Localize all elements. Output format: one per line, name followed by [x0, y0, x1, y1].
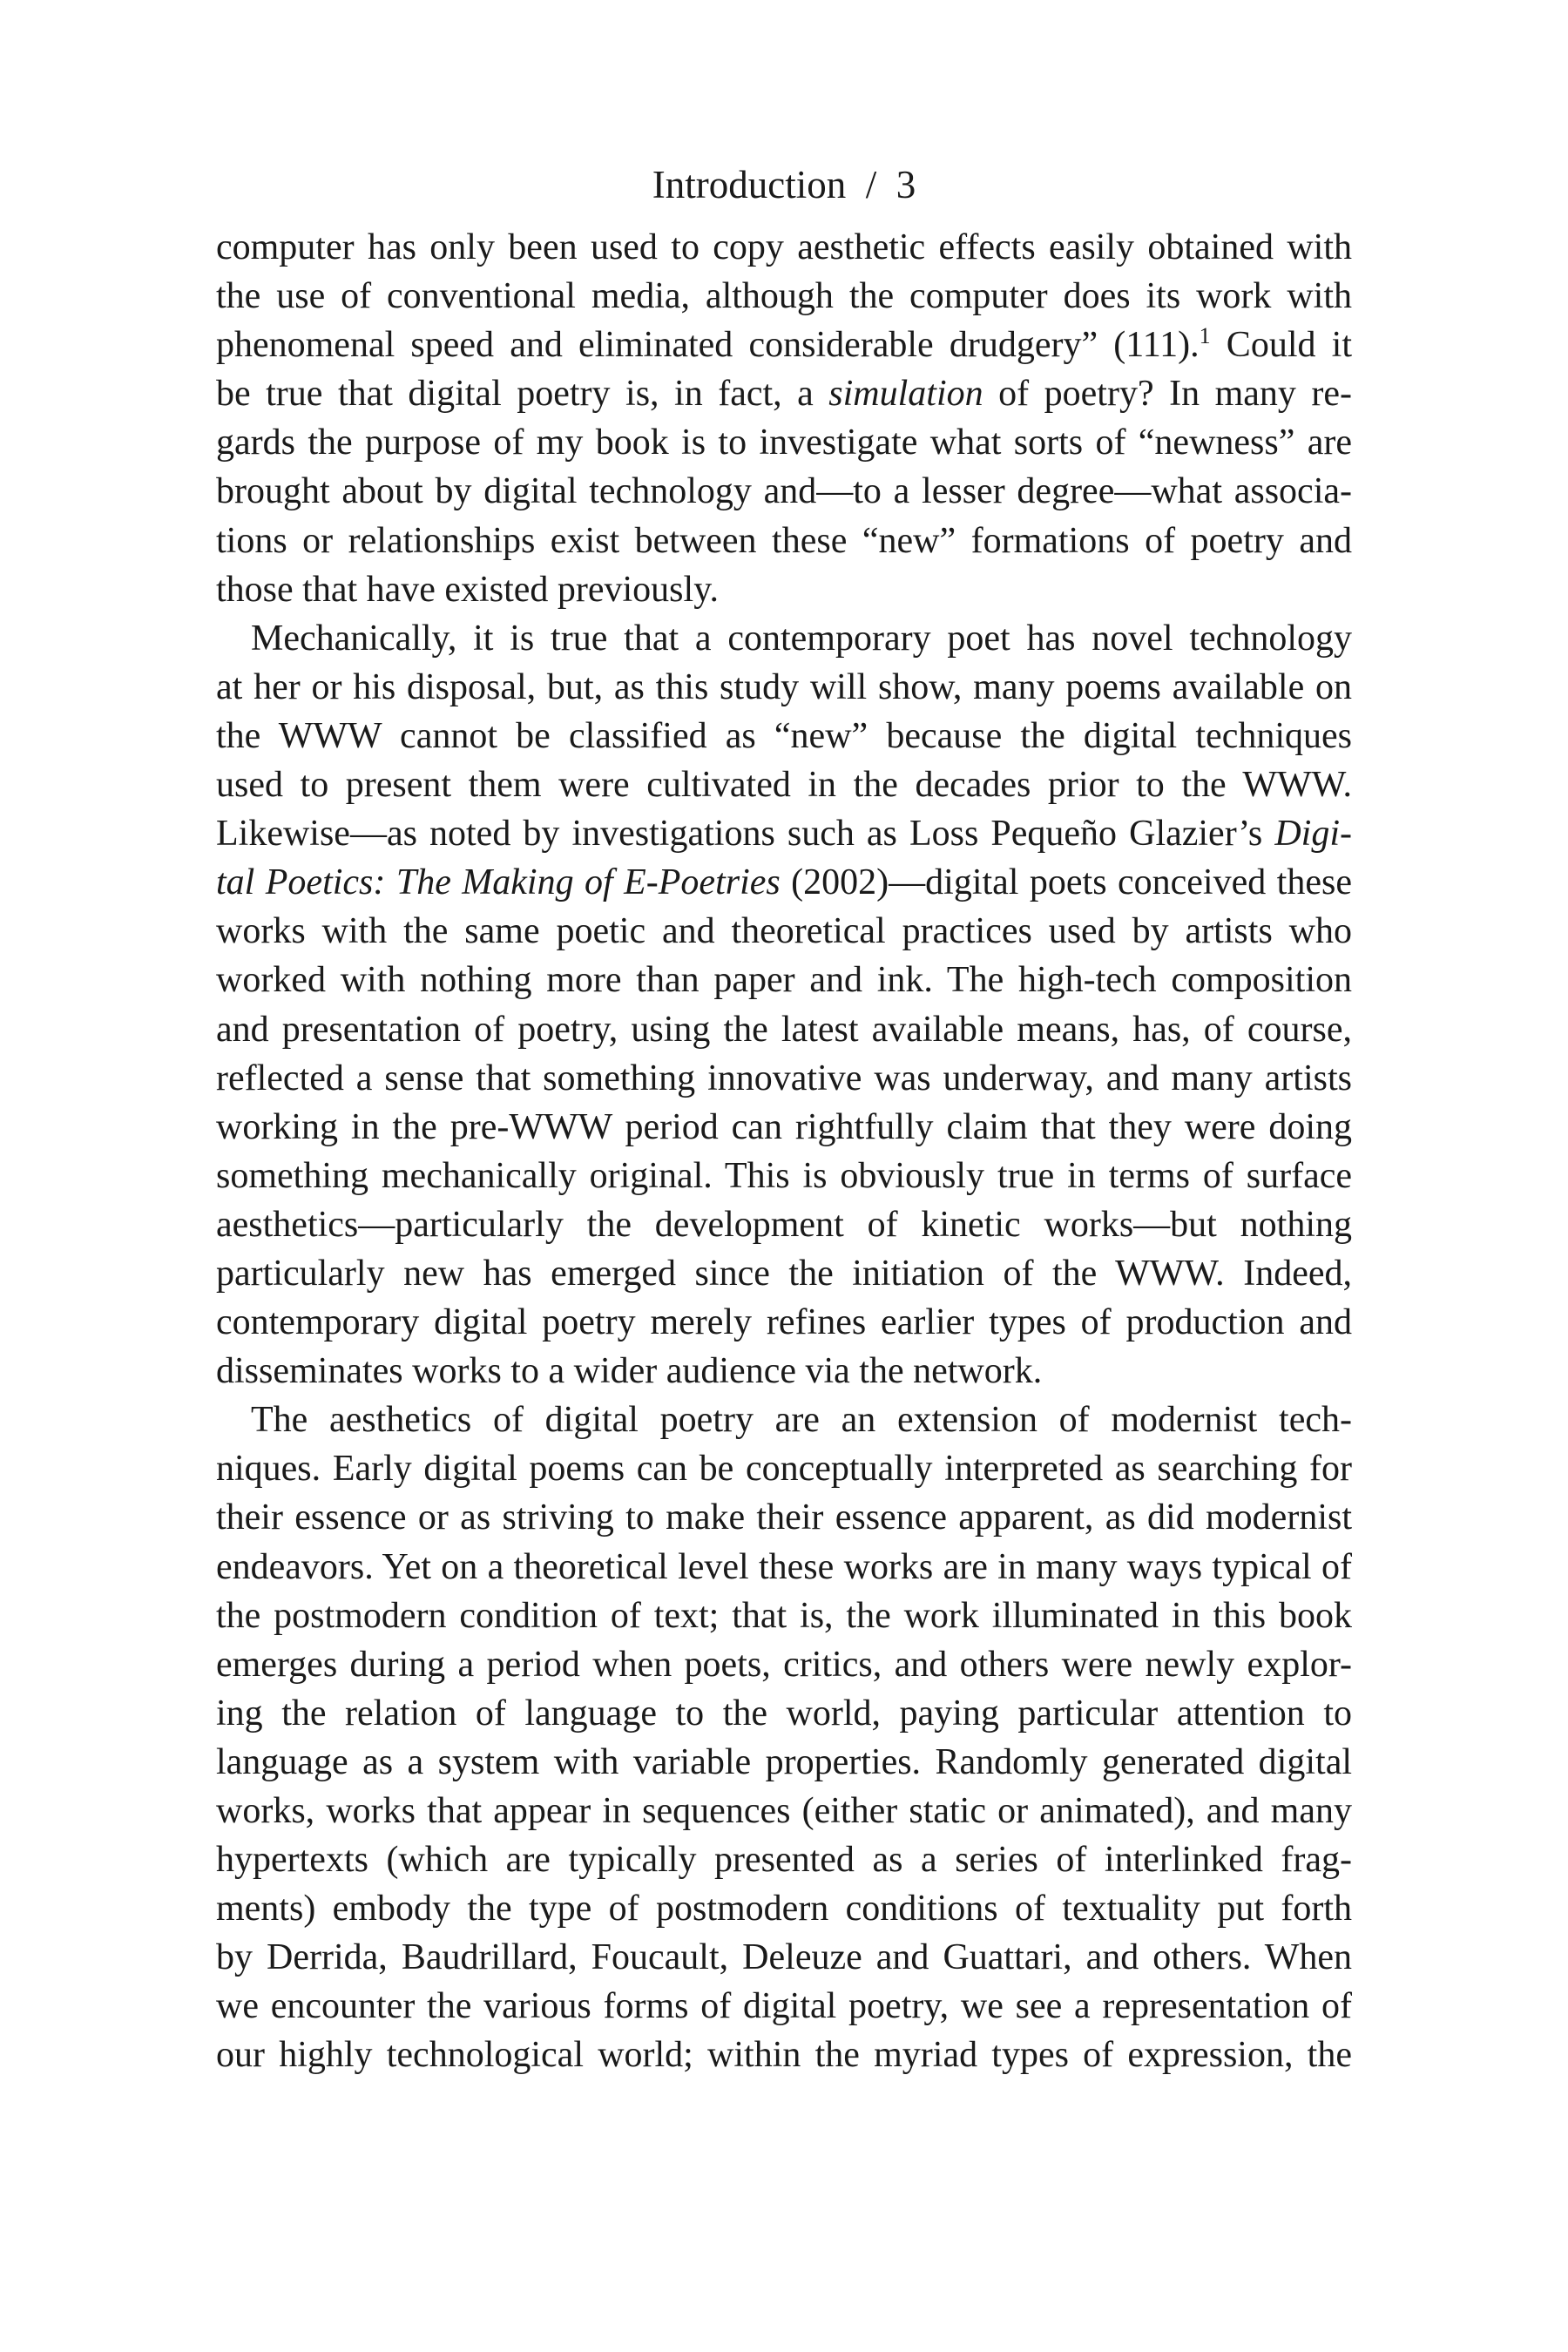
text-line: tions or relationships exist between these “new” formations of poetry and	[216, 520, 1352, 561]
text-line: disseminates works to a wider audience via the network.	[216, 1351, 1043, 1392]
text-line: the WWW cannot be classified as “new” because the digital techniques	[216, 715, 1352, 756]
text-line: and presentation of poetry, using the latest available means, has, of course,	[216, 1009, 1352, 1050]
text-line: gards the purpose of my book is to investigate what sorts of “newness” are	[216, 422, 1352, 463]
text-line: ing the relation of language to the world, paying particular attention to	[216, 1693, 1352, 1734]
text-line: working in the pre-WWW period can rightfully claim that they were doing	[216, 1106, 1352, 1147]
text-line: we encounter the various forms of digital poetry, we see a representation of	[216, 1986, 1352, 2027]
text-line: brought about by digital technology and—to a lesser degree—what associa-	[216, 471, 1352, 512]
body-text	[216, 223, 1352, 2080]
text-line: ments) embody the type of postmodern conditions of textuality put forth	[216, 1889, 1352, 1930]
text-line: computer has only been used to copy aesthetic effects easily obtained with	[216, 227, 1352, 267]
text-line: worked with nothing more than paper and ink. The high-tech composition	[216, 960, 1352, 1001]
text-line: language as a system with variable properties. Randomly generated digital	[216, 1741, 1352, 1782]
text-line: something mechanically original. This is obviously true in terms of surface	[216, 1155, 1352, 1196]
text-line: reflected a sense that something innovative was underway, and many artists	[216, 1058, 1352, 1098]
text-line: aesthetics—particularly the development of kinetic works—but nothing	[216, 1204, 1352, 1245]
page-number: 3	[896, 163, 916, 206]
text-line: works, works that appear in sequences (either static or animated), and many	[216, 1791, 1352, 1831]
text-line: The aesthetics of digital poetry are an extension of modernist tech-	[251, 1400, 1352, 1441]
text-line: niques. Early digital poems can be conceptually interpreted as searching for	[216, 1449, 1352, 1490]
text-line: at her or his disposal, but, as this study will show, many poems available on	[216, 666, 1352, 707]
text-line: hypertexts (which are typically presented as a series of interlinked frag-	[216, 1840, 1352, 1881]
header-separator: /	[865, 163, 877, 206]
text-line: by Derrida, Baudrillard, Foucault, Deleuze and Guattari, and others. When	[216, 1937, 1352, 1978]
text-line: the use of conventional media, although the computer does its work with	[216, 276, 1352, 317]
text-line: Mechanically, it is true that a contemporary poet has novel technology	[251, 618, 1352, 659]
text-line: Likewise—as noted by investigations such as Loss Pequeño Glazier’s Digi-	[216, 814, 1352, 855]
text-line: tal Poetics: The Making of E-Poetries (2002)—digital poets conceived these	[216, 862, 1352, 903]
chapter-title: Introduction	[652, 163, 847, 206]
text-line: emerges during a period when poets, critics, and others were newly explor-	[216, 1644, 1352, 1685]
text-line: endeavors. Yet on a theoretical level these works are in many ways typical of	[216, 1546, 1352, 1587]
text-line: those that have existed previously.	[216, 569, 719, 610]
text-line: phenomenal speed and eliminated considerable drudgery” (111).$^1$ Could it	[216, 323, 1352, 366]
text-line: particularly new has emerged since the initiation of the WWW. Indeed,	[216, 1253, 1352, 1294]
text-line: be true that digital poetry is, in fact, a simulation of poetry? In many re-	[216, 374, 1352, 415]
text-line: used to present them were cultivated in the decades prior to the WWW.	[216, 765, 1352, 806]
text-line: works with the same poetic and theoretical practices used by artists who	[216, 911, 1352, 952]
text-line: their essence or as striving to make their essence apparent, as did modernist	[216, 1497, 1352, 1538]
text-line: our highly technological world; within the myriad types of expression, the	[216, 2035, 1352, 2076]
running-head	[0, 159, 1568, 211]
text-line: contemporary digital poetry merely refines earlier types of production and	[216, 1302, 1352, 1343]
text-line: the postmodern condition of text; that is, the work illuminated in this book	[216, 1595, 1352, 1636]
